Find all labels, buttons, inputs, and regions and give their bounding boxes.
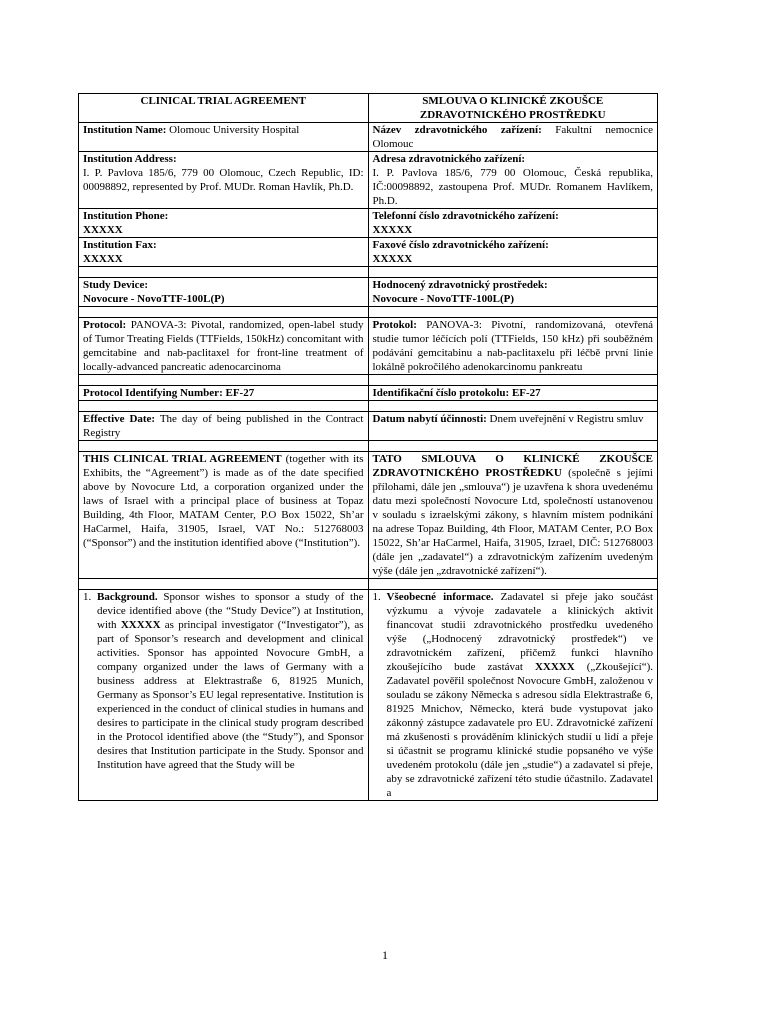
agreement-intro-row: [79, 452, 658, 579]
agreement-intro-bold-en: THIS CLINICAL TRIAL AGREEMENT: [83, 453, 282, 465]
effective-date-label-cz: Datum nabytí účinnosti:: [372, 413, 487, 425]
institution-phone-cz: [368, 209, 658, 238]
institution-address-value-cz: I. P. Pavlova 185/6, 779 00 Olomouc, Česká republika, IČ:00098892, zastoupena Prof. MUDr. Romanem Havlíkem, Ph.D.: [372, 167, 653, 207]
protocol-value-en: PANOVA-3: Pivotal, randomized, open-label study of Tumor Treating Fields (TTFields, 150kHz) concomitant with gemcitabine and nab-paclitaxel for front-line treatment of locally-advanced pancreatic adenocarcinoma: [83, 319, 364, 373]
spacer-cell: [79, 375, 369, 386]
agreement-intro-en: [79, 452, 369, 579]
section-1-row: [79, 590, 658, 801]
agreement-table: [78, 93, 658, 801]
spacer-cell: [79, 401, 369, 412]
institution-address-label-cz: Adresa zdravotnického zařízení:: [372, 153, 526, 165]
institution-fax-label-cz: Faxové číslo zdravotnického zařízení:: [372, 239, 549, 251]
institution-address-label-en: Institution Address:: [83, 153, 177, 165]
effective-date-label-en: Effective Date:: [83, 413, 156, 425]
protocol-label-en: Protocol:: [83, 319, 127, 331]
section-1-item-en: [83, 590, 364, 772]
protocol-value-cz: PANOVA-3: Pivotní, randomizovaná, otevřená studie tumor léčících polí (TTFields, 150 kHz) při souběžném podávání gemcitabinu a nab-paclitaxelu při léčbě první linie lokálně pokročilého adenokarcinomu pankreatu: [372, 319, 653, 373]
institution-name-en: [79, 123, 369, 152]
effective-date-row: [79, 412, 658, 441]
institution-phone-en: [79, 209, 369, 238]
header-cz: SMLOUVA O KLINICKÉ ZKOUŠCE ZDRAVOTNICKÉHO PROSTŘEDKU: [368, 94, 658, 123]
section-1-item-cz: [373, 590, 654, 800]
institution-fax-value-en: XXXXX: [83, 253, 123, 265]
spacer-cell: [79, 441, 369, 452]
institution-fax-value-cz: XXXXX: [372, 253, 413, 265]
institution-phone-value-en: XXXXX: [83, 224, 123, 236]
section-1-cz: [368, 590, 658, 801]
agreement-intro-cz: [368, 452, 658, 579]
spacer-cell: [368, 441, 658, 452]
spacer-row: [79, 579, 658, 590]
institution-address-en: [79, 152, 369, 209]
section-1-title-cz: Všeobecné informace.: [386, 591, 494, 603]
agreement-intro-text-en: (together with its Exhibits, the “Agreement”) is made as of the date specified above by Novocure Ltd, a corporation organized under the laws of Israel with a principal place of business at Topaz Building, 4th Floor, MATAM Center, P.O Box 15022, Sh’ar HaCarmel, Haifa, 31905, Israel, VAT No.: 512768003 (“Sponsor”) and the institution identified above (“Institution”).: [83, 453, 364, 549]
study-device-label-en: Study Device:: [83, 279, 149, 291]
study-device-value-en: Novocure - NovoTTF-100L(P): [83, 293, 225, 305]
investigator-placeholder-en: XXXXX: [120, 619, 161, 631]
spacer-cell: [79, 307, 369, 318]
section-1-body-a-en: Sponsor wishes to sponsor a study of the device identified above (the “Study Device”) at Institution, with: [97, 591, 364, 631]
agreement-intro-text-cz: (společně s jejími přílohami, dále jen „smlouva“) je uzavřena k shora uvedenému datu mezi společností Novocure Ltd, společností ustanovenou v souladu s izraelskými zákony, s hlavním místem podnikání na adrese Topaz Building, 4th Floor, MATAM Center, P.O Box 15022, Sh’ar HaCarmel, Haifa, 31905, Izrael, DIČ: 512768003 (dále jen „zadavatel“) a zdravotnickým zařízením uvedeným výše (dále jen „zdravotnické zařízení“).: [372, 467, 653, 577]
section-1-body-b-en: as principal investigator (“Investigator”), as part of Sponsor’s research and development and clinical activities. Sponsor has appointed Novocure GmbH, a company organized under the laws of Germany with a business address at Elektrastraße 6, 81925 Munich, Germany as Sponsor’s EU legal representative. Institution is experienced in the conduct of clinical studies in humans and desires to participate in the clinical study program described in the Protocol identified above (the “Study”), and Sponsor desires that Institution participate in the Study. Sponsor and Institution have agreed that the Study will be: [97, 619, 364, 771]
section-1-text-cz: [387, 590, 654, 800]
protocol-number-cz: Identifikační číslo protokolu: EF-27: [368, 386, 658, 401]
study-device-cz: [368, 278, 658, 307]
study-device-en: [79, 278, 369, 307]
institution-address-row: [79, 152, 658, 209]
spacer-cell: [368, 579, 658, 590]
institution-phone-value-cz: XXXXX: [372, 224, 413, 236]
institution-phone-label-en: Institution Phone:: [83, 210, 169, 222]
study-device-value-cz: Novocure - NovoTTF-100L(P): [372, 293, 515, 305]
section-1-number-cz: 1.: [372, 591, 381, 603]
protocol-en: [79, 318, 369, 375]
spacer-cell: [368, 375, 658, 386]
protocol-cz: [368, 318, 658, 375]
effective-date-value-en: The day of being published in the Contract Registry: [83, 413, 364, 439]
institution-fax-en: [79, 238, 369, 267]
protocol-number-row: [79, 386, 658, 401]
spacer-cell: [79, 267, 369, 278]
institution-name-value-cz: Fakultní nemocnice Olomouc: [372, 124, 653, 150]
institution-address-cz: [368, 152, 658, 209]
institution-address-value-en: I. P. Pavlova 185/6, 779 00 Olomouc, Czech Republic, ID: 00098892, represented by Prof. MUDr. Roman Havlík, Ph.D.: [83, 167, 364, 193]
protocol-number-en: Protocol Identifying Number: EF-27: [79, 386, 369, 401]
page-number: 1: [382, 948, 388, 962]
institution-name-label-en: Institution Name:: [83, 124, 167, 136]
header-row: [79, 94, 658, 123]
effective-date-cz: [368, 412, 658, 441]
section-1-en: [79, 590, 369, 801]
institution-phone-row: [79, 209, 658, 238]
institution-fax-label-en: Institution Fax:: [83, 239, 157, 251]
header-en: CLINICAL TRIAL AGREEMENT: [79, 94, 369, 123]
section-1-title-en: Background.: [97, 591, 158, 603]
section-1-body-a-cz: Zadavatel si přeje jako součást výzkumu a vývoje zadavatele a klinických aktivit financovat studii zdravotnického prostředku uvedeného výše („Hodnocený zdravotnický prostředek“) ve zdravotnickém zařízení, přičemž funkci hlavního zkoušejícího bude zastávat: [386, 591, 653, 673]
study-device-label-cz: Hodnocený zdravotnický prostředek:: [372, 279, 548, 291]
spacer-cell: [79, 579, 369, 590]
institution-name-cz: [368, 123, 658, 152]
protocol-row: [79, 318, 658, 375]
spacer-row: [79, 267, 658, 278]
section-1-number-en: 1.: [83, 591, 92, 603]
agreement-intro-bold-cz: TATO SMLOUVA O KLINICKÉ ZKOUŠCE ZDRAVOTNICKÉHO PROSTŘEDKU: [372, 453, 653, 479]
institution-fax-cz: [368, 238, 658, 267]
spacer-row: [79, 375, 658, 386]
institution-fax-row: [79, 238, 658, 267]
section-1-body-b-cz: („Zkoušející“). Zadavatel pověřil společnost Novocure GmbH, založenou v souladu se zákony Německa s adresou sídla Elektrastraße 6, 81925 Mnichov, Německo, která bude vystupovat jako zákonný zástupce zadavatele pro EU. Zdravotnické zařízení má zkušenosti s prováděním klinických studií u lidí a přeje si účastnit se programu klinické studie popsaného ve výše uvedeném protokolu (dále jen „studie“) a zadavatel si přeje, aby se zdravotnické zařízení této studie účastnilo. Zadavatel a: [386, 661, 653, 799]
institution-phone-label-cz: Telefonní číslo zdravotnického zařízení:: [372, 210, 559, 222]
spacer-row: [79, 441, 658, 452]
spacer-cell: [368, 307, 658, 318]
protocol-label-cz: Protokol:: [372, 319, 417, 331]
effective-date-value-cz: Dnem uveřejnění v Registru smluv: [486, 413, 644, 425]
study-device-row: [79, 278, 658, 307]
spacer-row: [79, 307, 658, 318]
spacer-row: [79, 401, 658, 412]
institution-name-label-cz: Název zdravotnického zařízení:: [372, 124, 542, 136]
effective-date-en: [79, 412, 369, 441]
investigator-placeholder-cz: XXXXX: [534, 661, 575, 673]
institution-name-row: [79, 123, 658, 152]
institution-name-value-en: Olomouc University Hospital: [166, 124, 300, 136]
spacer-cell: [368, 401, 658, 412]
section-1-text-en: [97, 590, 364, 772]
spacer-cell: [368, 267, 658, 278]
